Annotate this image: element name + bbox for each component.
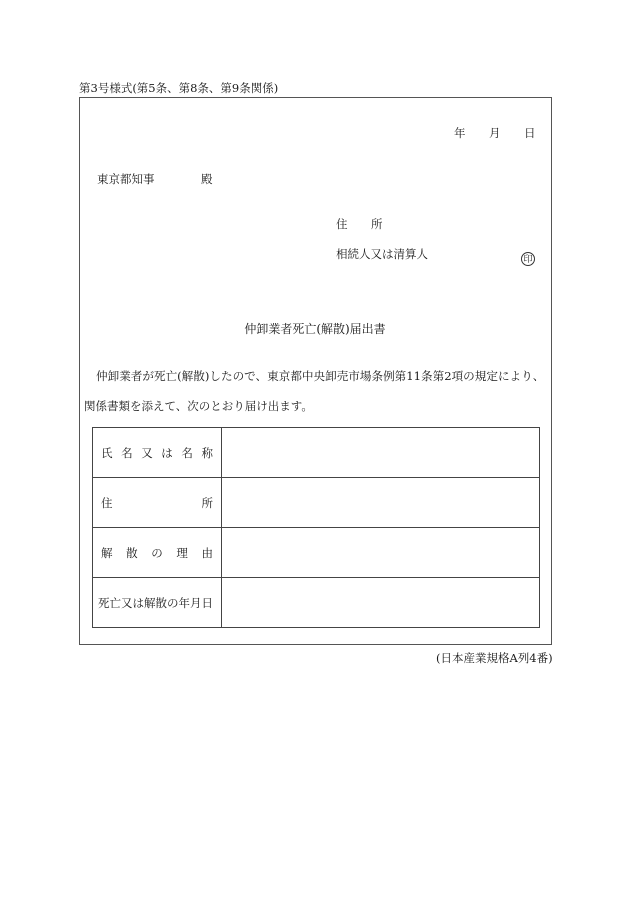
reason-value-cell[interactable] xyxy=(222,528,540,578)
seal-mark xyxy=(521,247,535,266)
label-char: 氏 xyxy=(101,445,113,460)
row-label-reason xyxy=(93,528,222,578)
form-table xyxy=(92,427,540,628)
label-char: 所 xyxy=(201,495,213,510)
seal-icon: 印 xyxy=(521,252,535,266)
label-char: の xyxy=(151,545,163,560)
row-label-name xyxy=(93,428,222,478)
table-row xyxy=(93,478,540,528)
label-text: 死亡又は解散の年月日 xyxy=(98,595,213,610)
label-char: 称 xyxy=(201,445,213,460)
name-value-cell[interactable] xyxy=(222,428,540,478)
form-title: 仲卸業者死亡(解散)届出書 xyxy=(244,322,386,336)
form-number: 第3号様式(第5条、第8条、第9条関係) xyxy=(79,81,279,95)
table-row xyxy=(93,528,540,578)
addressee-name: 東京都知事 xyxy=(97,172,155,186)
label-char: 住 xyxy=(101,495,113,510)
label-char: 又 xyxy=(141,445,153,460)
row-label-date xyxy=(93,578,222,628)
body-line-1: 仲卸業者が死亡(解散)したので、東京都中央卸売市場条例第11条第2項の規定により、 xyxy=(96,369,545,383)
label-char: 理 xyxy=(176,545,188,560)
date-month-label: 月 xyxy=(489,126,501,140)
applicant-address-label-2: 所 xyxy=(371,217,383,231)
label-char: 名 xyxy=(121,445,133,460)
label-char: 散 xyxy=(126,545,138,560)
label-char: 由 xyxy=(201,545,213,560)
paper-size-note: (日本産業規格A列4番) xyxy=(436,651,553,665)
date-day-label: 日 xyxy=(524,126,536,140)
date-value-cell[interactable] xyxy=(222,578,540,628)
address-value-cell[interactable] xyxy=(222,478,540,528)
label-char: 名 xyxy=(181,445,193,460)
body-line-2: 関係書類を添えて、次のとおり届け出ます。 xyxy=(84,399,313,413)
table-row xyxy=(93,428,540,478)
table-row xyxy=(93,578,540,628)
row-label-address xyxy=(93,478,222,528)
date-year-label: 年 xyxy=(454,126,466,140)
applicant-role: 相続人又は清算人 xyxy=(336,247,428,261)
addressee-honorific: 殿 xyxy=(201,172,213,186)
label-char: 解 xyxy=(101,545,113,560)
applicant-address-label-1: 住 xyxy=(336,217,348,231)
label-char: は xyxy=(161,445,173,460)
